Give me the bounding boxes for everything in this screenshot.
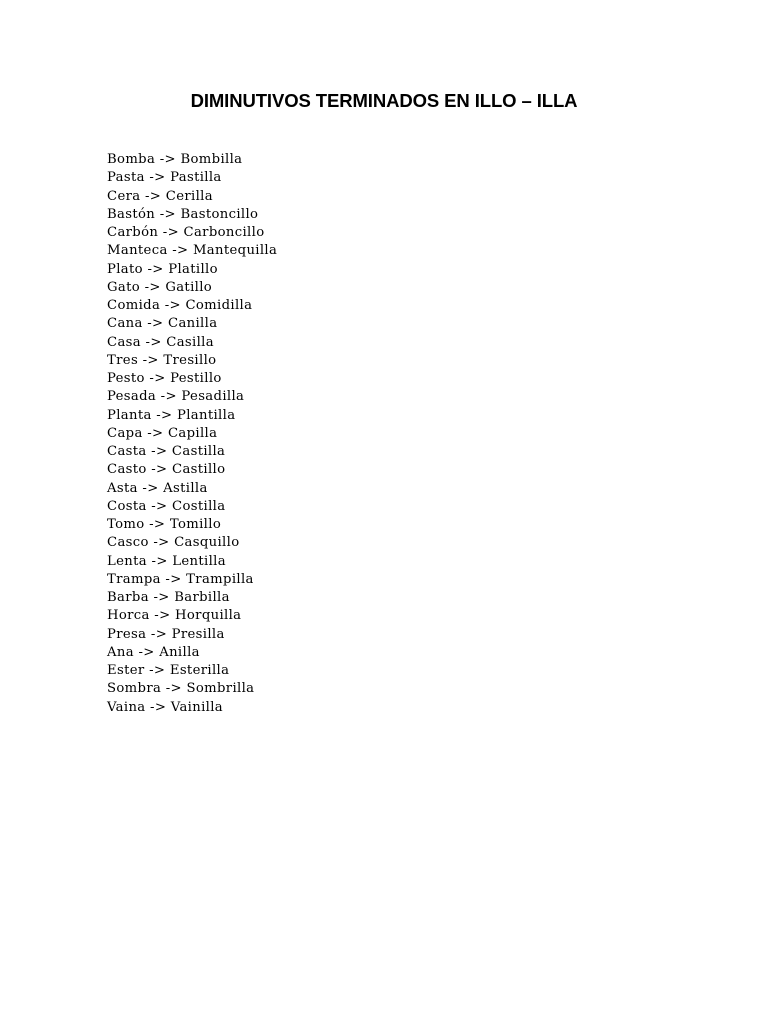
list-item: Bastón -> Bastoncillo [107, 206, 259, 222]
list-item: Casco -> Casquillo [107, 535, 240, 551]
list-item: Presa -> Presilla [107, 626, 225, 642]
list-item: Pesada -> Pesadilla [107, 389, 245, 405]
list-item: Pesto -> Pestillo [107, 371, 222, 386]
list-item: Bomba -> Bombilla [107, 152, 243, 167]
list-item: Gato -> Gatillo [107, 279, 213, 295]
list-item: Cana -> Canilla [107, 316, 218, 332]
list-item: Cera -> Cerilla [107, 188, 213, 204]
list-item: Capa -> Capilla [107, 425, 218, 441]
list-item: Ester -> Esterilla [107, 663, 230, 678]
list-item: Plato -> Platillo [107, 261, 218, 277]
list-item: Casta -> Castilla [107, 444, 226, 459]
list-item: Trampa -> Trampilla [107, 571, 254, 587]
list-item: Carbón -> Carboncillo [107, 225, 265, 240]
list-item: Barba -> Barbilla [107, 590, 230, 605]
diminutive-list [107, 151, 277, 717]
list-item: Casto -> Castillo [107, 462, 226, 478]
list-item: Ana -> Anilla [107, 644, 200, 660]
list-item: Costa -> Costilla [107, 498, 226, 514]
document-title: DIMINUTIVOS TERMINADOS EN ILLO – ILLA [190, 90, 578, 111]
list-item: Lenta -> Lentilla [107, 553, 226, 569]
list-item: Sombra -> Sombrilla [107, 681, 255, 697]
list-item: Asta -> Astilla [107, 480, 208, 496]
list-item: Manteca -> Mantequilla [107, 243, 278, 259]
list-item: Casa -> Casilla [107, 334, 214, 350]
list-item: Tomo -> Tomillo [107, 517, 222, 532]
list-item: Tres -> Tresillo [107, 352, 217, 368]
list-item: Pasta -> Pastilla [107, 170, 222, 186]
list-item: Horca -> Horquilla [107, 608, 242, 624]
list-item: Vaina -> Vainilla [107, 699, 223, 715]
list-item: Planta -> Plantilla [107, 407, 236, 423]
list-item: Comida -> Comidilla [107, 298, 253, 313]
